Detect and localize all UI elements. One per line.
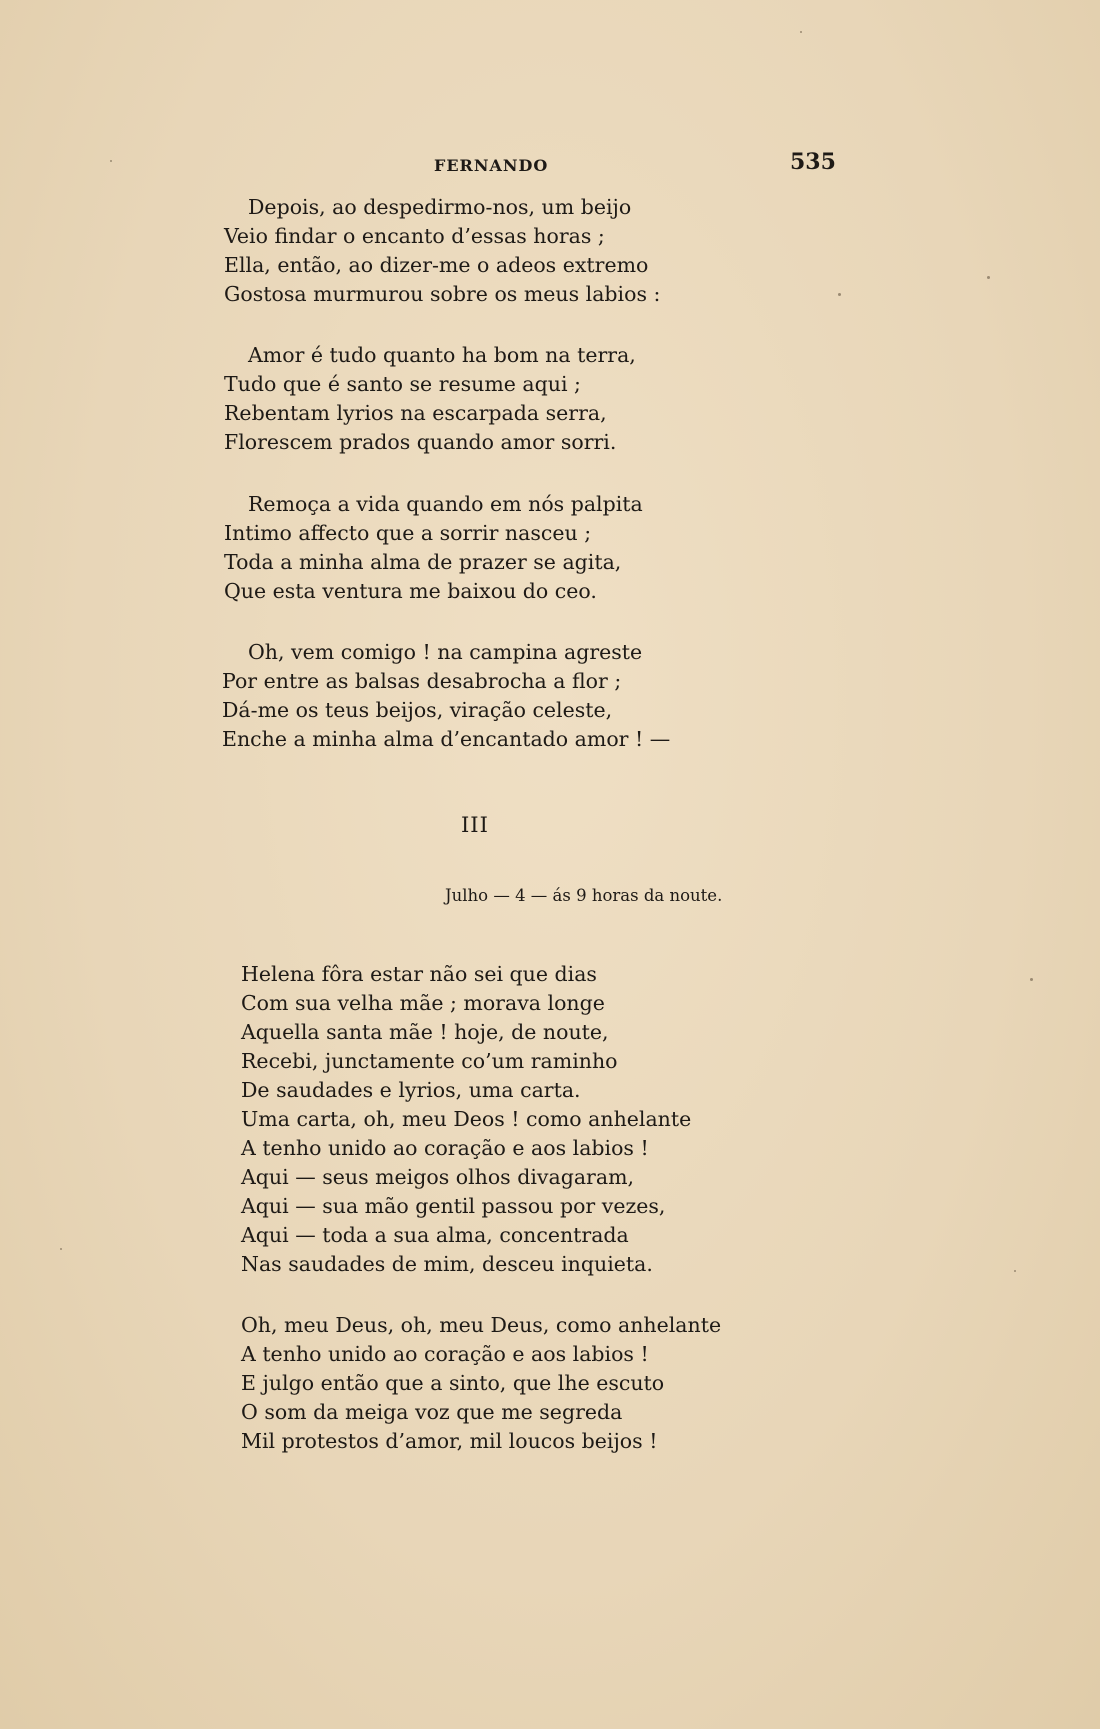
verse-line: O som da meiga voz que me segreda bbox=[241, 1400, 623, 1424]
section-heading: III bbox=[461, 813, 489, 837]
verse-line: E julgo então que a sinto, que lhe escuto bbox=[241, 1371, 665, 1395]
paper-speck bbox=[838, 293, 841, 296]
verse-line: Toda a minha alma de prazer se agita, bbox=[224, 550, 622, 574]
verse-line: Com sua velha mãe ; morava longe bbox=[241, 991, 605, 1015]
verse-line: Uma carta, oh, meu Deos ! como anhelante bbox=[241, 1107, 692, 1131]
running-title: FERNANDO bbox=[434, 156, 549, 175]
verse-line: Nas saudades de mim, desceu inquieta. bbox=[241, 1252, 653, 1276]
paper-speck bbox=[987, 276, 990, 279]
dateline: Julho — 4 — ás 9 horas da noute. bbox=[445, 886, 723, 905]
paper-speck bbox=[800, 31, 802, 33]
verse-line: Intimo affecto que a sorrir nasceu ; bbox=[224, 521, 592, 545]
verse-line: A tenho unido ao coração e aos labios ! bbox=[241, 1136, 649, 1160]
verse-line: Ella, então, ao dizer-me o adeos extremo bbox=[224, 253, 649, 277]
verse-line: Gostosa murmurou sobre os meus labios : bbox=[224, 282, 661, 306]
verse-line: Enche a minha alma d’encantado amor ! — bbox=[222, 727, 671, 751]
verse-line: Depois, ao despedirmo-nos, um beijo bbox=[248, 195, 632, 219]
verse-line: Aquella santa mãe ! hoje, de noute, bbox=[241, 1020, 609, 1044]
verse-line: Oh, meu Deus, oh, meu Deus, como anhelante bbox=[241, 1313, 722, 1337]
verse-line: Aqui — seus meigos olhos divagaram, bbox=[241, 1165, 635, 1189]
verse-line: Mil protestos d’amor, mil loucos beijos ! bbox=[241, 1429, 658, 1453]
verse-line: Que esta ventura me baixou do ceo. bbox=[224, 579, 597, 603]
paper-speck bbox=[1030, 978, 1033, 981]
verse-line: Tudo que é santo se resume aqui ; bbox=[224, 372, 581, 396]
verse-line: Oh, vem comigo ! na campina agreste bbox=[248, 640, 643, 664]
verse-line: Veio findar o encanto d’essas horas ; bbox=[224, 224, 605, 248]
paper-speck bbox=[110, 160, 112, 162]
verse-line: Por entre as balsas desabrocha a flor ; bbox=[222, 669, 622, 693]
page-number: 535 bbox=[790, 149, 836, 175]
paper-speck bbox=[60, 1248, 62, 1250]
verse-line: Recebi, junctamente co’um raminho bbox=[241, 1049, 618, 1073]
verse-line: Dá-me os teus beijos, viração celeste, bbox=[222, 698, 613, 722]
verse-line: Florescem prados quando amor sorri. bbox=[224, 430, 617, 454]
verse-line: Rebentam lyrios na escarpada serra, bbox=[224, 401, 607, 425]
verse-line: Helena fôra estar não sei que dias bbox=[241, 962, 597, 986]
paper-speck bbox=[1014, 1270, 1016, 1272]
verse-line: A tenho unido ao coração e aos labios ! bbox=[241, 1342, 649, 1366]
verse-line: Remoça a vida quando em nós palpita bbox=[248, 492, 643, 516]
verse-line: Aqui — sua mão gentil passou por vezes, bbox=[241, 1194, 666, 1218]
verse-line: Aqui — toda a sua alma, concentrada bbox=[241, 1223, 629, 1247]
verse-line: Amor é tudo quanto ha bom na terra, bbox=[248, 343, 636, 367]
verse-line: De saudades e lyrios, uma carta. bbox=[241, 1078, 581, 1102]
